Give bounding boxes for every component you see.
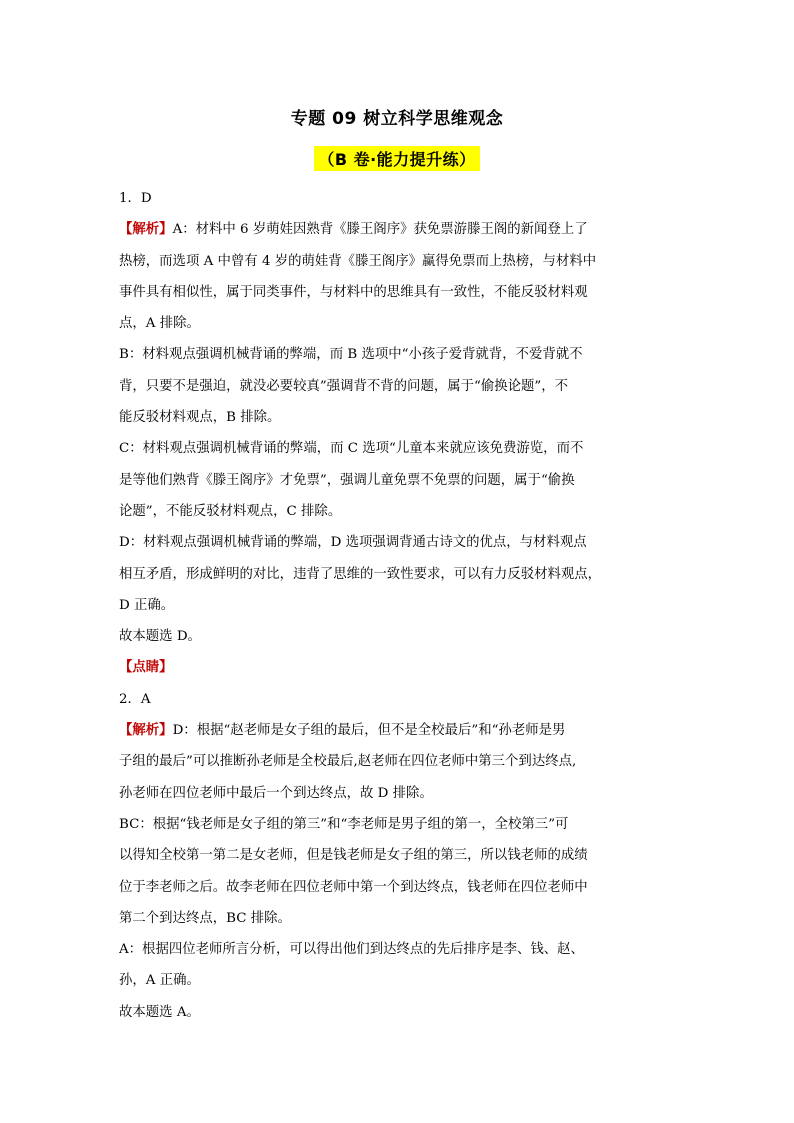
q2-analysis-text: D：根据“赵老师是女子组的最后，但不是全校最后”和“孙老师是男: [172, 723, 566, 739]
q2-conclusion: 故本题选 A。: [119, 1004, 200, 1020]
q1-line: 能反驳材料观点，B 排除。: [119, 410, 281, 426]
q2-line: A：根据四位老师所言分析，可以得出他们到达终点的先后排序是李、钱、赵、: [119, 942, 584, 958]
q1-answer: 1．D: [119, 191, 152, 206]
answer-content: [119, 183, 671, 1028]
q1-line: C：材料观点强调机械背诵的弊端，而 C 选项“儿童本来就应该免费游览，而不: [119, 441, 584, 457]
q1-comment-line: [119, 652, 671, 683]
q1-line: 事件具有相似性，属于同类事件，与材料中的思维具有一致性，不能反驳材料观: [119, 284, 588, 300]
q1-conclusion: 故本题选 D。: [119, 629, 201, 645]
page-subtitle-highlight: （B 卷·能力提升练）: [314, 146, 479, 171]
comment-tag: 【点睛】: [119, 660, 173, 676]
q2-analysis-line: [119, 715, 671, 746]
q1-line: D：材料观点强调机械背诵的弊端，D 选项强调背通古诗文的优点，与材料观点: [119, 535, 587, 551]
q2-line: 孙老师在四位老师中最后一个到达终点，故 D 排除。: [119, 785, 433, 801]
q1-analysis-line: [119, 214, 671, 245]
q1-line: B：材料观点强调机械背诵的弊端，而 B 选项中“小孩子爱背就背，不爱背就不: [119, 347, 583, 363]
q1-line: D 正确。: [119, 597, 175, 613]
q1-line: 热榜，而选项 A 中曾有 4 岁的萌娃背《滕王阁序》赢得免票而上热榜，与材料中: [119, 253, 597, 269]
q1-line: 背，只要不是强迫，就没必要较真”强调背不背的问题，属于“偷换论题”，不: [119, 378, 569, 394]
q2-answer: 2．A: [119, 691, 151, 707]
q2-line: 以得知全校第一第二是女老师，但是钱老师是女子组的第三，所以钱老师的成绩: [119, 848, 588, 864]
q2-line: 子组的最后”可以推断孙老师是全校最后,赵老师在四位老师中第三个到达终点,: [119, 754, 577, 770]
analysis-tag: 【解析】: [119, 222, 173, 238]
q1-line: 相互矛盾，形成鲜明的对比，违背了思维的一致性要求，可以有力反驳材料观点，: [119, 566, 602, 582]
q2-line: 位于李老师之后。故李老师在四位老师中第一个到达终点，钱老师在四位老师中: [119, 879, 588, 895]
q1-analysis-text: A：材料中 6 岁萌娃因熟背《滕王阁序》获免票游滕王阁的新闻登上了: [172, 222, 588, 238]
analysis-tag: 【解析】: [119, 723, 173, 739]
q2-line: 第二个到达终点，BC 排除。: [119, 910, 291, 926]
q1-line: 点，A 排除。: [119, 316, 200, 332]
subtitle-container: [0, 146, 794, 171]
page-title: 专题 09 树立科学思维观念: [290, 109, 504, 129]
q2-line: BC：根据“钱老师是女子组的第三”和“李老师是男子组的第一，全校第三”可: [119, 816, 569, 832]
q2-line: 孙，A 正确。: [119, 973, 200, 989]
q1-line: 是等他们熟背《滕王阁序》才免票”，强调儿童免票不免票的问题，属于“偷换: [119, 472, 575, 488]
q1-line: 论题”，不能反驳材料观点，C 排除。: [119, 503, 342, 519]
